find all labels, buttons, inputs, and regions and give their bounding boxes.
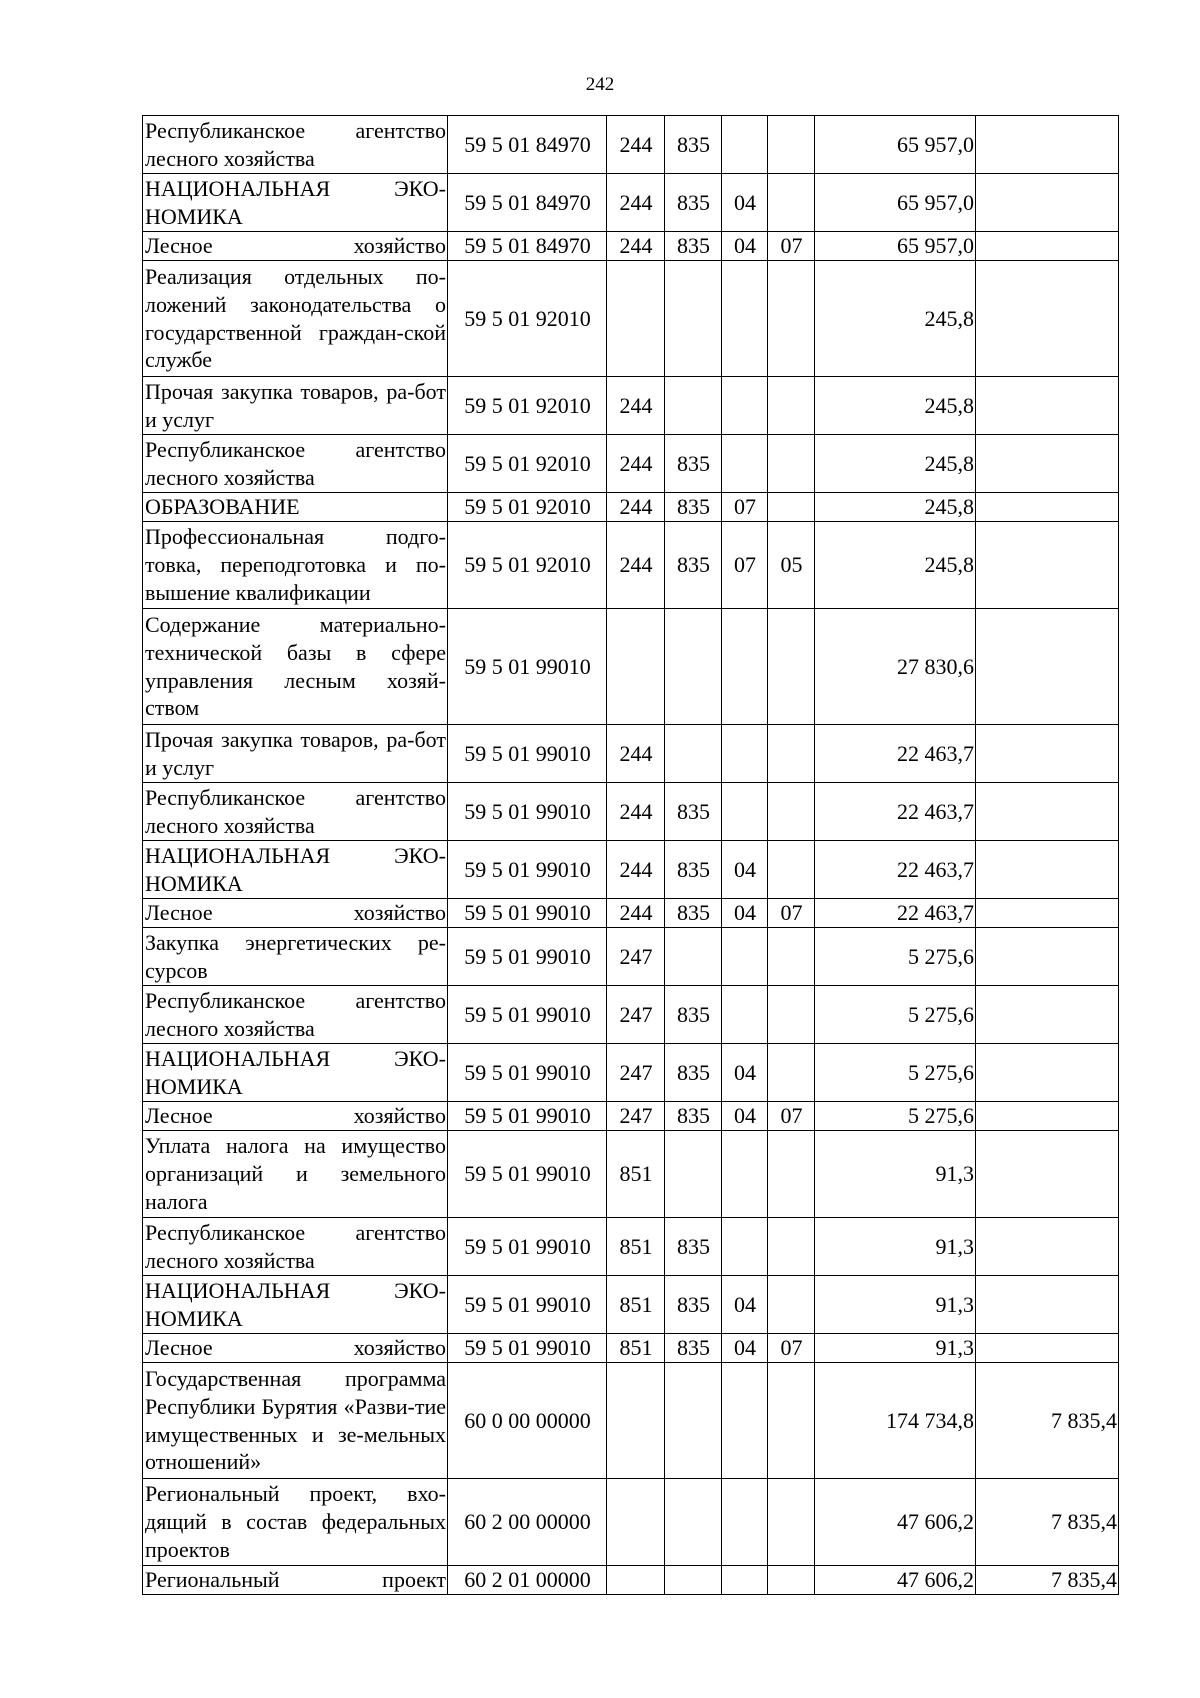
row-ministry-code <box>665 377 722 435</box>
row-expense-type: 244 <box>607 232 665 261</box>
row-amount: 5 275,6 <box>815 1102 976 1131</box>
table-row <box>143 609 1119 725</box>
row-subsection <box>768 493 815 522</box>
row-subsection <box>768 1131 815 1218</box>
row-section: 04 <box>722 1102 768 1131</box>
row-amount-federal <box>976 174 1119 232</box>
row-target-code: 59 5 01 99010 <box>448 1131 607 1218</box>
row-section <box>722 725 768 783</box>
row-section <box>722 1479 768 1566</box>
row-amount: 245,8 <box>815 435 976 493</box>
table-row <box>143 928 1119 986</box>
row-section: 07 <box>722 522 768 609</box>
row-ministry-code: 835 <box>665 1044 722 1102</box>
row-ministry-code: 835 <box>665 1102 722 1131</box>
row-expense-type: 851 <box>607 1131 665 1218</box>
row-name: НАЦИОНАЛЬНАЯ ЭКО-НОМИКА <box>143 841 448 899</box>
row-section: 04 <box>722 1276 768 1334</box>
row-name: Уплата налога на имущество организаций и земельного налога <box>143 1131 448 1218</box>
row-name: Региональный проект <box>143 1566 448 1595</box>
row-amount-federal <box>976 261 1119 377</box>
row-ministry-code <box>665 725 722 783</box>
row-section: 04 <box>722 1044 768 1102</box>
row-section <box>722 377 768 435</box>
row-expense-type: 244 <box>607 899 665 928</box>
row-subsection: 07 <box>768 1102 815 1131</box>
row-target-code: 59 5 01 99010 <box>448 841 607 899</box>
row-ministry-code: 835 <box>665 986 722 1044</box>
row-amount: 91,3 <box>815 1276 976 1334</box>
row-amount-federal <box>976 1102 1119 1131</box>
row-amount-federal <box>976 986 1119 1044</box>
table-row <box>143 1102 1119 1131</box>
row-name: НАЦИОНАЛЬНАЯ ЭКО-НОМИКА <box>143 174 448 232</box>
row-amount: 91,3 <box>815 1218 976 1276</box>
row-amount-federal <box>976 493 1119 522</box>
row-expense-type <box>607 609 665 725</box>
table-row <box>143 522 1119 609</box>
row-subsection <box>768 377 815 435</box>
row-amount-federal: 7 835,4 <box>976 1479 1119 1566</box>
row-name: Лесное хозяйство <box>143 232 448 261</box>
row-section: 04 <box>722 841 768 899</box>
row-section <box>722 1131 768 1218</box>
row-section <box>722 1566 768 1595</box>
row-target-code: 59 5 01 99010 <box>448 1102 607 1131</box>
row-amount-federal <box>976 841 1119 899</box>
row-ministry-code <box>665 928 722 986</box>
row-target-code: 59 5 01 99010 <box>448 928 607 986</box>
row-amount: 245,8 <box>815 493 976 522</box>
row-subsection <box>768 1479 815 1566</box>
row-section <box>722 928 768 986</box>
row-amount: 245,8 <box>815 377 976 435</box>
row-subsection <box>768 1363 815 1479</box>
row-amount-federal <box>976 609 1119 725</box>
row-expense-type: 244 <box>607 725 665 783</box>
row-amount-federal <box>976 1131 1119 1218</box>
row-expense-type <box>607 1363 665 1479</box>
row-target-code: 59 5 01 92010 <box>448 493 607 522</box>
row-expense-type: 851 <box>607 1334 665 1363</box>
row-target-code: 59 5 01 99010 <box>448 986 607 1044</box>
row-section <box>722 435 768 493</box>
row-ministry-code: 835 <box>665 232 722 261</box>
table-row <box>143 116 1119 174</box>
row-subsection <box>768 174 815 232</box>
row-name: Прочая закупка товаров, ра-бот и услуг <box>143 725 448 783</box>
row-expense-type: 244 <box>607 783 665 841</box>
row-section: 04 <box>722 899 768 928</box>
table-row <box>143 493 1119 522</box>
row-subsection <box>768 928 815 986</box>
row-ministry-code: 835 <box>665 435 722 493</box>
row-expense-type: 851 <box>607 1276 665 1334</box>
row-subsection <box>768 1566 815 1595</box>
row-target-code: 59 5 01 99010 <box>448 1044 607 1102</box>
row-amount-federal <box>976 1334 1119 1363</box>
row-amount-federal <box>976 899 1119 928</box>
row-amount-federal <box>976 522 1119 609</box>
row-subsection <box>768 986 815 1044</box>
row-subsection <box>768 435 815 493</box>
row-amount: 65 957,0 <box>815 232 976 261</box>
table-row <box>143 232 1119 261</box>
row-subsection <box>768 725 815 783</box>
row-amount-federal <box>976 1218 1119 1276</box>
row-ministry-code: 835 <box>665 1334 722 1363</box>
row-subsection <box>768 1218 815 1276</box>
row-target-code: 59 5 01 99010 <box>448 1218 607 1276</box>
row-name: Республиканское агентство лесного хозяйства <box>143 783 448 841</box>
row-amount-federal <box>976 1276 1119 1334</box>
row-subsection <box>768 783 815 841</box>
row-name: НАЦИОНАЛЬНАЯ ЭКО-НОМИКА <box>143 1044 448 1102</box>
table-row <box>143 986 1119 1044</box>
row-expense-type <box>607 1479 665 1566</box>
row-subsection <box>768 261 815 377</box>
row-amount: 91,3 <box>815 1131 976 1218</box>
row-amount-federal <box>976 783 1119 841</box>
row-amount: 65 957,0 <box>815 174 976 232</box>
row-ministry-code: 835 <box>665 493 722 522</box>
row-amount: 5 275,6 <box>815 1044 976 1102</box>
row-expense-type: 244 <box>607 116 665 174</box>
table-row <box>143 841 1119 899</box>
row-expense-type <box>607 1566 665 1595</box>
row-section: 04 <box>722 232 768 261</box>
row-amount: 5 275,6 <box>815 986 976 1044</box>
row-ministry-code <box>665 261 722 377</box>
row-ministry-code: 835 <box>665 899 722 928</box>
row-name: Лесное хозяйство <box>143 1334 448 1363</box>
row-expense-type: 244 <box>607 522 665 609</box>
budget-table <box>142 115 1119 1595</box>
table-row <box>143 174 1119 232</box>
row-amount: 91,3 <box>815 1334 976 1363</box>
row-subsection: 05 <box>768 522 815 609</box>
row-section <box>722 1363 768 1479</box>
row-ministry-code: 835 <box>665 116 722 174</box>
row-name: Региональный проект, вхо-дящий в состав федеральных проектов <box>143 1479 448 1566</box>
row-ministry-code <box>665 1566 722 1595</box>
table-row <box>143 783 1119 841</box>
row-name: Государственная программа Республики Бурятия «Разви-тие имущественных и зе-мельных отношений» <box>143 1363 448 1479</box>
table-row <box>143 1363 1119 1479</box>
row-target-code: 59 5 01 92010 <box>448 522 607 609</box>
row-target-code: 59 5 01 99010 <box>448 783 607 841</box>
row-name: Республиканское агентство лесного хозяйства <box>143 435 448 493</box>
row-section: 04 <box>722 174 768 232</box>
row-amount: 5 275,6 <box>815 928 976 986</box>
row-amount: 22 463,7 <box>815 725 976 783</box>
table-row <box>143 1334 1119 1363</box>
row-ministry-code <box>665 1363 722 1479</box>
row-name: Закупка энергетических ре-сурсов <box>143 928 448 986</box>
row-amount: 27 830,6 <box>815 609 976 725</box>
row-target-code: 59 5 01 99010 <box>448 1334 607 1363</box>
row-amount-federal <box>976 435 1119 493</box>
row-expense-type: 244 <box>607 493 665 522</box>
row-subsection: 07 <box>768 899 815 928</box>
row-name: Лесное хозяйство <box>143 899 448 928</box>
row-expense-type: 851 <box>607 1218 665 1276</box>
row-target-code: 59 5 01 99010 <box>448 609 607 725</box>
row-expense-type: 247 <box>607 986 665 1044</box>
row-section <box>722 116 768 174</box>
table-row <box>143 1566 1119 1595</box>
row-expense-type: 247 <box>607 928 665 986</box>
row-name: Республиканское агентство лесного хозяйства <box>143 1218 448 1276</box>
row-ministry-code <box>665 1131 722 1218</box>
row-section <box>722 1218 768 1276</box>
row-section <box>722 783 768 841</box>
row-name: Республиканское агентство лесного хозяйства <box>143 116 448 174</box>
row-amount-federal: 7 835,4 <box>976 1566 1119 1595</box>
page-number: 242 <box>585 74 615 95</box>
row-ministry-code: 835 <box>665 1276 722 1334</box>
row-amount-federal <box>976 1044 1119 1102</box>
row-target-code: 60 0 00 00000 <box>448 1363 607 1479</box>
row-target-code: 59 5 01 84970 <box>448 116 607 174</box>
row-target-code: 60 2 01 00000 <box>448 1566 607 1595</box>
table-row <box>143 435 1119 493</box>
row-section <box>722 986 768 1044</box>
row-amount: 22 463,7 <box>815 783 976 841</box>
row-amount-federal <box>976 725 1119 783</box>
row-amount-federal <box>976 928 1119 986</box>
row-amount: 47 606,2 <box>815 1566 976 1595</box>
row-amount: 245,8 <box>815 261 976 377</box>
row-target-code: 59 5 01 84970 <box>448 174 607 232</box>
row-section: 07 <box>722 493 768 522</box>
row-amount: 22 463,7 <box>815 841 976 899</box>
row-amount: 65 957,0 <box>815 116 976 174</box>
row-ministry-code: 835 <box>665 174 722 232</box>
row-section <box>722 609 768 725</box>
row-name: Прочая закупка товаров, ра-бот и услуг <box>143 377 448 435</box>
row-subsection <box>768 1044 815 1102</box>
row-amount: 174 734,8 <box>815 1363 976 1479</box>
table-body <box>143 116 1119 1595</box>
row-name: Республиканское агентство лесного хозяйства <box>143 986 448 1044</box>
row-ministry-code: 835 <box>665 1218 722 1276</box>
row-target-code: 59 5 01 99010 <box>448 1276 607 1334</box>
table-row <box>143 1131 1119 1218</box>
table-row <box>143 261 1119 377</box>
table-row <box>143 377 1119 435</box>
row-name: Реализация отдельных по-ложений законодательства о государственной граждан-ской службе <box>143 261 448 377</box>
row-amount: 245,8 <box>815 522 976 609</box>
row-ministry-code: 835 <box>665 841 722 899</box>
row-target-code: 59 5 01 99010 <box>448 899 607 928</box>
row-amount-federal: 7 835,4 <box>976 1363 1119 1479</box>
row-name: Лесное хозяйство <box>143 1102 448 1131</box>
row-subsection <box>768 1276 815 1334</box>
row-expense-type: 247 <box>607 1102 665 1131</box>
row-target-code: 59 5 01 99010 <box>448 725 607 783</box>
row-ministry-code: 835 <box>665 783 722 841</box>
row-expense-type: 244 <box>607 435 665 493</box>
row-section: 04 <box>722 1334 768 1363</box>
row-expense-type: 247 <box>607 1044 665 1102</box>
row-expense-type <box>607 261 665 377</box>
row-subsection <box>768 841 815 899</box>
table-row <box>143 899 1119 928</box>
table-row <box>143 1276 1119 1334</box>
row-subsection: 07 <box>768 1334 815 1363</box>
table-row <box>143 1479 1119 1566</box>
row-expense-type: 244 <box>607 841 665 899</box>
row-subsection: 07 <box>768 232 815 261</box>
row-ministry-code <box>665 609 722 725</box>
row-name: НАЦИОНАЛЬНАЯ ЭКО-НОМИКА <box>143 1276 448 1334</box>
row-amount: 22 463,7 <box>815 899 976 928</box>
row-expense-type: 244 <box>607 377 665 435</box>
row-amount-federal <box>976 377 1119 435</box>
row-target-code: 60 2 00 00000 <box>448 1479 607 1566</box>
row-amount-federal <box>976 232 1119 261</box>
row-name: Профессиональная подго-товка, переподготовка и по-вышение квалификации <box>143 522 448 609</box>
row-name: ОБРАЗОВАНИЕ <box>143 493 448 522</box>
row-target-code: 59 5 01 84970 <box>448 232 607 261</box>
table-row <box>143 1044 1119 1102</box>
row-ministry-code <box>665 1479 722 1566</box>
row-target-code: 59 5 01 92010 <box>448 435 607 493</box>
row-target-code: 59 5 01 92010 <box>448 377 607 435</box>
row-amount-federal <box>976 116 1119 174</box>
table-row <box>143 1218 1119 1276</box>
row-amount: 47 606,2 <box>815 1479 976 1566</box>
row-target-code: 59 5 01 92010 <box>448 261 607 377</box>
row-name: Содержание материально-технической базы в сфере управления лесным хозяй-ством <box>143 609 448 725</box>
row-ministry-code: 835 <box>665 522 722 609</box>
row-section <box>722 261 768 377</box>
table-row <box>143 725 1119 783</box>
row-subsection <box>768 609 815 725</box>
row-subsection <box>768 116 815 174</box>
row-expense-type: 244 <box>607 174 665 232</box>
